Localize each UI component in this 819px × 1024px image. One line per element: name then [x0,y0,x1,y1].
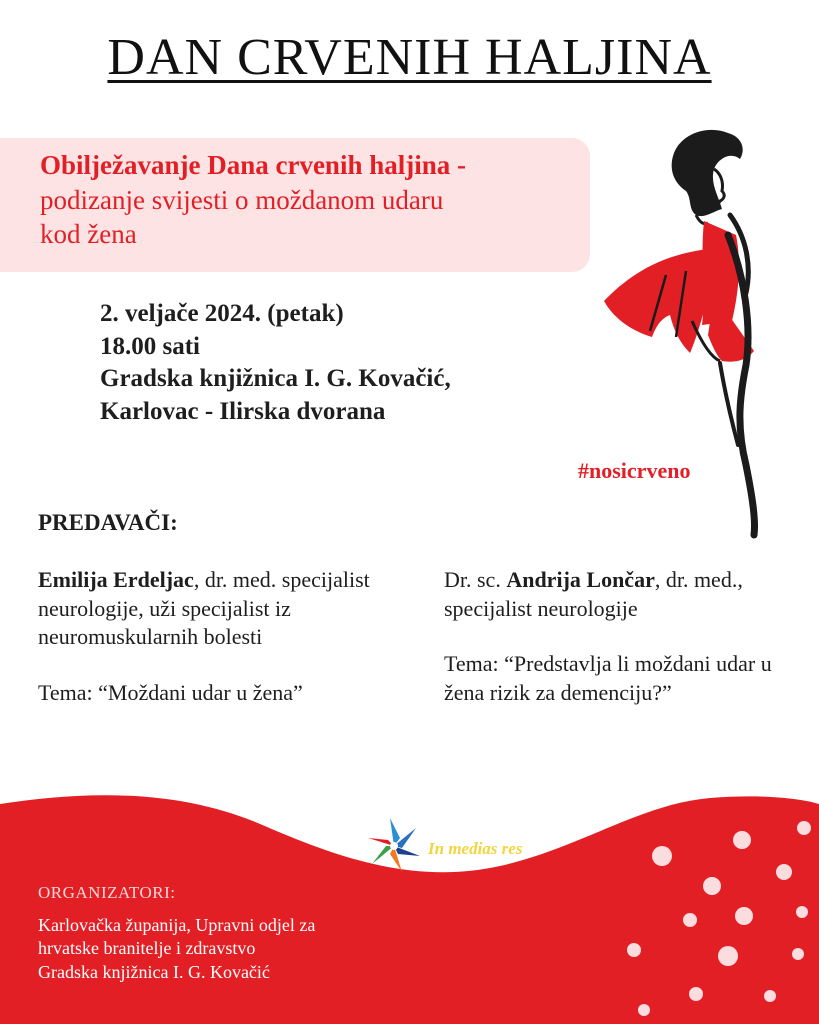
subtitle-line-2: podizanje svijesti o moždanom udaru [40,184,444,215]
speaker-topic: Tema: “Predstavlja li moždani udar u žena rizik za demenciju?” [444,651,772,705]
speaker-description [444,566,804,623]
organizer-line: Gradska knjižnica I. G. Kovačić [38,961,270,982]
dress-skirt-left [604,249,708,353]
speaker-prefix: Dr. sc. [444,567,507,592]
speaker-name: Andrija Lončar [506,567,655,592]
speaker-card [38,566,418,707]
organizer-line: Karlovačka županija, Upravni odjel za [38,915,316,935]
speaker-card [444,566,804,707]
event-venue-line-1: Gradska knjižnica I. G. Kovačić, [100,365,451,392]
hair-icon [672,130,743,216]
page-title: DAN CRVENIH HALJINA [107,29,712,86]
subtitle-line-1: Obilježavanje Dana crvenih haljina - [40,150,466,180]
organizers-list [38,914,315,984]
speaker-title: , dr. med., specijalist neurologije [444,567,743,621]
event-time: 18.00 sati [100,332,200,360]
subtitle [40,148,580,252]
flower-logo-icon [366,816,536,876]
event-venue-line-2: Karlovac - Ilirska dvorana [100,397,386,425]
event-info [100,298,451,428]
subtitle-line-3: kod žena [40,219,137,250]
speaker-topic: Tema: “Moždani udar u žena” [38,679,303,705]
speaker-title: , dr. med. specijalist neurologije, uži specijalist iz neuromuskularnih bolesti [38,567,370,650]
organizers-heading: ORGANIZATORI: [38,883,176,902]
speakers-heading: PREDAVAČI: [38,510,178,535]
logo-text: In medias res [428,839,523,858]
event-date: 2. veljače 2024. (petak) [100,300,344,327]
speaker-name: Emilija Erdeljac [38,567,194,592]
organizer-line: hrvatske branitelje i zdravstvo [38,938,256,959]
hashtag: #nosicrveno [578,458,691,483]
speaker-description [38,566,418,652]
